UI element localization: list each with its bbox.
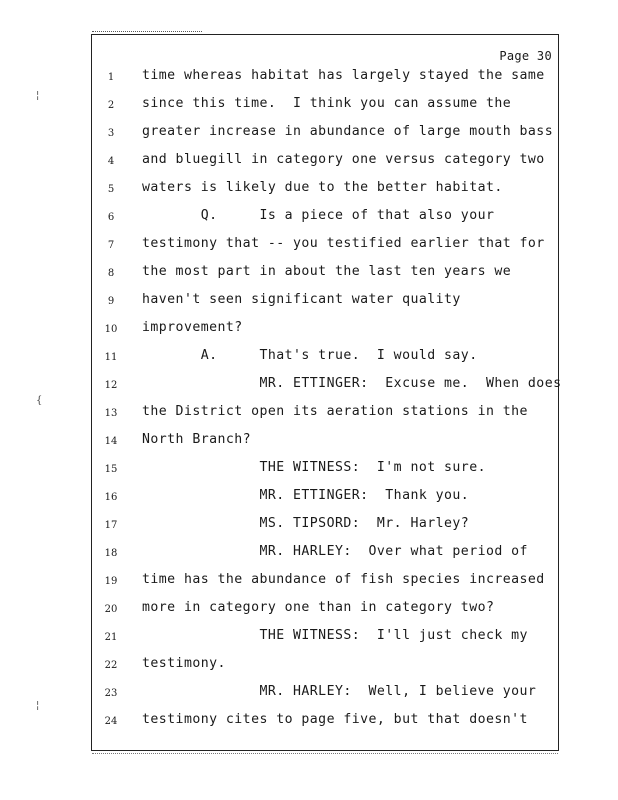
line-number: 4 xyxy=(107,156,115,167)
transcript-line xyxy=(0,572,618,592)
line-number: 22 xyxy=(104,660,118,671)
line-number: 23 xyxy=(104,688,118,699)
line-number: 24 xyxy=(104,716,118,727)
transcript-line xyxy=(0,348,618,368)
transcript-line xyxy=(0,712,618,732)
line-number: 19 xyxy=(104,576,118,587)
line-text: THE WITNESS: I'll just check my xyxy=(142,628,528,643)
transcript-line xyxy=(0,488,618,508)
transcript-line xyxy=(0,236,618,256)
transcript-line xyxy=(0,600,618,620)
line-text: time has the abundance of fish species increased xyxy=(142,572,545,587)
transcript-line xyxy=(0,376,618,396)
line-text: and bluegill in category one versus category two xyxy=(142,152,545,167)
line-text: testimony. xyxy=(142,656,226,671)
line-number: 21 xyxy=(104,632,118,643)
transcript-line xyxy=(0,404,618,424)
line-text: MR. ETTINGER: Thank you. xyxy=(142,488,470,503)
line-text: haven't seen significant water quality xyxy=(142,292,461,307)
transcript-line xyxy=(0,180,618,200)
line-number: 17 xyxy=(104,520,118,531)
frame-bottom-scan-mark xyxy=(92,753,558,758)
transcript-line xyxy=(0,96,618,116)
transcript-line xyxy=(0,264,618,284)
line-number: 10 xyxy=(104,324,118,335)
transcript-line xyxy=(0,656,618,676)
line-number: 18 xyxy=(104,548,118,559)
transcript-line xyxy=(0,152,618,172)
line-number: 6 xyxy=(107,212,115,223)
line-number: 7 xyxy=(107,240,115,251)
line-number: 13 xyxy=(104,408,118,419)
transcript-line xyxy=(0,460,618,480)
line-text: improvement? xyxy=(142,320,243,335)
line-text: the most part in about the last ten years we xyxy=(142,264,512,279)
transcript-line xyxy=(0,544,618,564)
line-number: 14 xyxy=(104,436,118,447)
transcript-line xyxy=(0,68,618,88)
transcript-line xyxy=(0,292,618,312)
transcript-line xyxy=(0,208,618,228)
line-number: 11 xyxy=(104,352,118,363)
line-text: testimony cites to page five, but that doesn't xyxy=(142,712,528,727)
transcript-line xyxy=(0,124,618,144)
margin-scan-mark: ¦ xyxy=(36,700,40,711)
line-text: time whereas habitat has largely stayed the same xyxy=(142,68,545,83)
line-text: since this time. I think you can assume the xyxy=(142,96,512,111)
margin-scan-mark: { xyxy=(36,395,43,406)
transcript-line xyxy=(0,320,618,340)
line-text: A. That's true. I would say. xyxy=(142,348,478,363)
line-number: 16 xyxy=(104,492,118,503)
line-text: MR. HARLEY: Over what period of xyxy=(142,544,528,559)
line-text: THE WITNESS: I'm not sure. xyxy=(142,460,486,475)
line-text: testimony that -- you testified earlier that for xyxy=(142,236,545,251)
line-number: 20 xyxy=(104,604,118,615)
line-text: North Branch? xyxy=(142,432,252,447)
transcript-line xyxy=(0,432,618,452)
line-text: MS. TIPSORD: Mr. Harley? xyxy=(142,516,470,531)
line-number: 1 xyxy=(107,72,115,83)
margin-scan-mark: ¦ xyxy=(36,90,40,101)
line-text: MR. ETTINGER: Excuse me. When does xyxy=(142,376,562,391)
line-text: more in category one than in category two? xyxy=(142,600,495,615)
page-number: Page 30 xyxy=(499,49,552,63)
line-text: Q. Is a piece of that also your xyxy=(142,208,495,223)
transcript-line xyxy=(0,628,618,648)
transcript-line xyxy=(0,684,618,704)
line-number: 12 xyxy=(104,380,118,391)
line-number: 8 xyxy=(107,268,115,279)
transcript-line xyxy=(0,516,618,536)
line-number: 5 xyxy=(107,184,115,195)
line-number: 15 xyxy=(104,464,118,475)
line-text: the District open its aeration stations in the xyxy=(142,404,528,419)
line-text: MR. HARLEY: Well, I believe your xyxy=(142,684,537,699)
line-text: waters is likely due to the better habitat. xyxy=(142,180,503,195)
line-number: 2 xyxy=(107,100,115,111)
line-text: greater increase in abundance of large mouth bass xyxy=(142,124,554,139)
line-number: 3 xyxy=(107,128,115,139)
line-number: 9 xyxy=(107,296,115,307)
